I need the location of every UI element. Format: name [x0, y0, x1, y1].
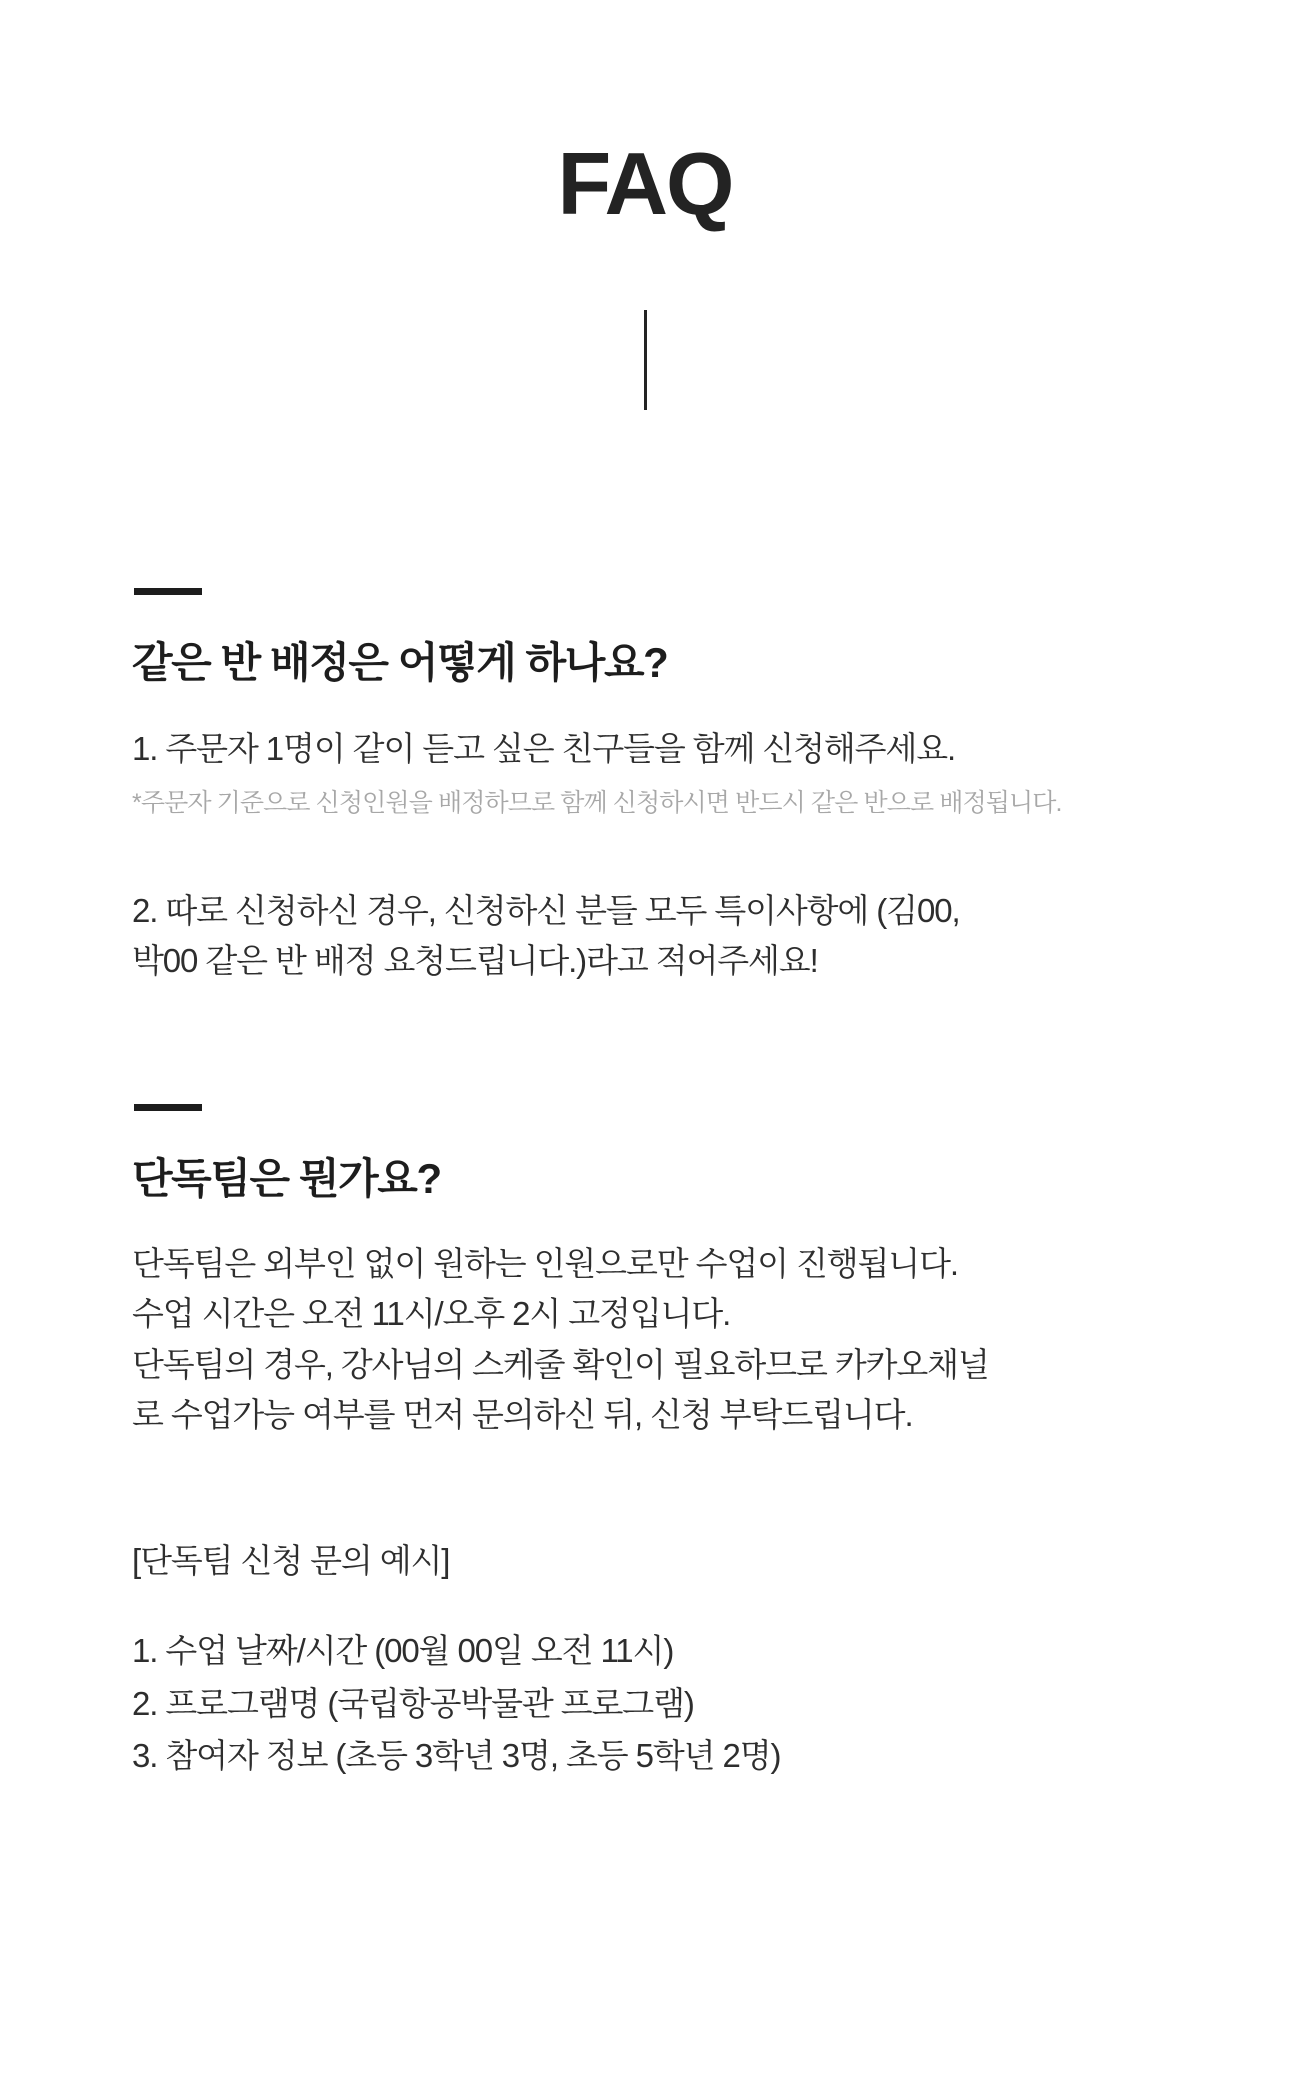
faq-private-team-line-1: 단독팀은 외부인 없이 원하는 인원으로만 수업이 진행됩니다.: [132, 1245, 958, 1283]
faq-answer-item-2-line-2: 박00 같은 반 배정 요청드립니다.)라고 적어주세요!: [132, 941, 818, 979]
faq-private-team-line-2: 수업 시간은 오전 11시/오후 2시 고정입니다.: [132, 1295, 731, 1333]
list-item: 3. 참여자 정보 (초등 3학년 3명, 초등 5학년 2명): [132, 1736, 781, 1774]
faq-answer-item-2: [132, 886, 1160, 986]
faq-private-team-line-4: 로 수업가능 여부를 먼저 문의하신 뒤, 신청 부탁드립니다.: [132, 1395, 913, 1433]
spacer: [130, 1782, 1160, 1962]
spacer: [130, 1585, 1160, 1625]
example-list: [132, 1625, 1160, 1781]
section-heading-private-team: 단독팀은 뭔가요?: [132, 1154, 441, 1202]
section-dash: [134, 588, 202, 595]
faq-answer-item-2-line-1: 2. 따로 신청하신 경우, 신청하신 분들 모두 특이사항에 (김00,: [132, 891, 960, 929]
page-title: FAQ: [557, 134, 733, 233]
example-label: [단독팀 신청 문의 예시]: [132, 1541, 450, 1579]
section-dash: [134, 1104, 202, 1111]
list-item: 2. 프로그램명 (국립항공박물관 프로그램): [132, 1684, 694, 1722]
faq-private-team-line-3: 단독팀의 경우, 강사님의 스케줄 확인이 필요하므로 카카오채널: [132, 1345, 989, 1383]
section-heading-class-assignment: 같은 반 배정은 어떻게 하나요?: [132, 639, 668, 686]
faq-answer-item-1: 1. 주문자 1명이 같이 듣고 싶은 친구들을 함께 신청해주세요.: [132, 729, 956, 767]
faq-private-team-body: [132, 1239, 1160, 1440]
faq-section-private-team: [130, 986, 1160, 1962]
title-vertical-divider: [644, 310, 647, 410]
list-item: 1. 수업 날짜/시간 (00월 00일 오전 11시): [132, 1632, 674, 1670]
spacer: [130, 824, 1160, 886]
faq-answer-note: *주문자 기준으로 신청인원을 배정하므로 함께 신청하시면 반드시 같은 반으로 배정됩니다.: [132, 789, 1062, 817]
spacer: [130, 1440, 1160, 1536]
faq-section-class-assignment: [130, 410, 1160, 986]
